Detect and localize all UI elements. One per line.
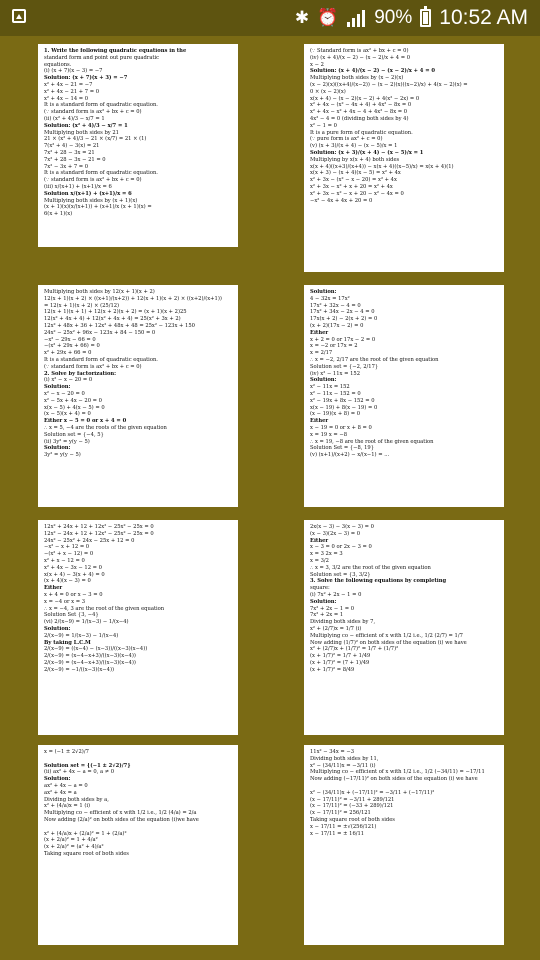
page-text-line: Solution set = {−2, 2/17} xyxy=(310,363,379,370)
page-text-line: Now adding (1/7)² on both sides of the equation (i) we have xyxy=(310,639,467,646)
page-text-line: −(x² + 29x + 66) = 0 xyxy=(44,343,100,350)
page-text-line: 17x² + 34x − 2x − 4 = 0 xyxy=(310,309,375,316)
page-text-line: x = 3 2x = 3 xyxy=(310,551,343,558)
page-thumbnail-5[interactable] xyxy=(38,520,238,735)
page-thumbnail-1[interactable] xyxy=(38,44,238,247)
page-text-line: Either xyxy=(310,537,329,544)
page-text-line: (∵ pure form is ax² + c = 0) xyxy=(310,136,383,143)
page-text-line: x² + 4x − 21 = −7 xyxy=(44,81,93,88)
page-text-line: (x − 2)(x)((x+4)/(x−2)) − (x − 2)(x)((x−2)/x) + 4(x − 2)(x) = xyxy=(310,81,468,88)
page-text-line: 24x² − 25x² + 24x − 25x + 12 = 0 xyxy=(44,537,135,544)
battery-icon xyxy=(420,9,431,27)
page-text-line: square: xyxy=(310,585,330,592)
page-text-line: 12x² + 48x + 36 + 12x² + 48x + 48 = 25x² − 123x + 150 xyxy=(44,322,195,329)
page-text-line: x² − 19x + 8x − 152 = 0 xyxy=(310,397,375,404)
page-text-line: x² − (34/11)x + (−17/11)² = −3/11 + (−17/11)² xyxy=(310,789,435,796)
page-text-line: = 12(x + 1)(x + 2) × (25/12) xyxy=(44,302,120,309)
page-text-line: x = −4 or x = 3 xyxy=(44,598,85,605)
page-text-line: 12(x + 1)(x + 2) × ((x+1)/(x+2)) + 12(x + 1)(x + 2) × ((x+2)/(x+1)) xyxy=(44,295,222,302)
page-text-line: 7x² + 28 − 3x = 21 xyxy=(44,149,95,156)
page-text-line: x − 17/11 = ± 16/11 xyxy=(310,830,365,837)
page-text-line: (v) (x+1)/(x+2) − x/(x−1) = ... xyxy=(310,452,390,459)
signal-icon xyxy=(346,9,366,27)
page-text-line: 12(x² + 4x + 4) + 12(x² + 4x + 4) = 25(x² + 3x + 2) xyxy=(44,316,181,323)
page-text-line: Taking square root of both sides xyxy=(44,850,129,857)
battery-percent: 90% xyxy=(374,7,413,28)
page-text-line: (x + 2)(17x − 2) = 0 xyxy=(310,322,364,329)
alarm-icon: ⏰ xyxy=(317,8,339,28)
page-text-line: Now adding (−17/11)² on both sides of the equation (i) we have xyxy=(310,776,478,783)
page-text-line xyxy=(44,756,232,763)
page-thumbnail-2[interactable] xyxy=(304,44,504,272)
page-text-line: (i) 7x² + 2x − 1 = 0 xyxy=(310,591,362,598)
page-text-line: x − 19 = 0 or x + 8 = 0 xyxy=(310,424,372,431)
page-text-line: x² + 4x − 21 + 7 = 0 xyxy=(44,88,100,95)
page-text-line: Either xyxy=(310,418,329,425)
page-text-line: (x − 3)(2x − 3) = 0 xyxy=(310,530,361,537)
page-text-line: x² + 4x − x² + 4x − 4 + 4x² − 8x = 0 xyxy=(310,109,408,116)
page-text-line: x² + (2/7)x + (1/7)² = 1/7 + (1/7)² xyxy=(310,646,399,653)
page-text-line: Dividing both sides by a, xyxy=(44,796,109,803)
page-text-line: x = −2 or 17x = 2 xyxy=(310,343,358,350)
page-thumbnail-7[interactable] xyxy=(38,745,238,945)
page-text-line: Solution set = {−4, 5} xyxy=(44,431,104,438)
page-text-line: It is a standard form of quadratic equation. xyxy=(44,170,158,177)
page-text-line: x² − x − 20 = 0 xyxy=(44,390,85,397)
page-text-line: x² + 3x − x² − x + 20 − x² − 4x = 0 xyxy=(310,190,404,197)
page-text-line xyxy=(44,824,232,831)
page-text-line: 4 − 32x = 17x² xyxy=(310,295,350,302)
page-text-line: x² + 4x − 14 = 0 xyxy=(44,95,89,102)
page-text-line: 2. Solve by factorization: xyxy=(44,370,117,377)
page-text-line: ∴ x = −2, 2/17 are the root of the given equation xyxy=(310,356,439,363)
page-text-line: Dividing both sides by 11, xyxy=(310,755,379,762)
page-text-line: 12(x + 1)(x + 1) + 12(x + 2)(x + 2) = (x + 1)(x + 2)25 xyxy=(44,309,187,316)
page-text-line: x² + 3x − (x² − x − 20) = x² + 4x xyxy=(310,177,397,184)
page-text-line: ∴ x = 5, −4 are the roots of the given equation xyxy=(44,424,167,431)
page-text-line: Multiplying co − efficient of x with 1/2 i.e., 1/2 (4/a) = 2/a xyxy=(44,810,197,817)
page-text-line: 11x² − 34x = −3 xyxy=(310,749,355,755)
page-text-line: 0 × (x − 2)(x) xyxy=(310,88,346,95)
page-text-line: 2/(x−9) = ((x−4) − (x−3))/((x−3)(x−4)) xyxy=(44,646,148,653)
page-text-line: (x + 1/7)² = 8/49 xyxy=(310,666,355,673)
page-text-line: (x + 1/7)² = 1/7 + 1/49 xyxy=(310,653,371,660)
page-text-line: x(x + 4) − 3(x + 4) = 0 xyxy=(44,571,105,578)
page-text-line: x² + (2/7)x = 1/7 (i) xyxy=(310,625,362,632)
page-text-line: x(x − 5) + 4(x − 5) = 0 xyxy=(44,404,105,411)
page-text-line: (x − 17/11)² = (−33 + 289)/121 xyxy=(310,803,394,810)
page-text-line: ∴ x = −4, 3 are the root of the given equation xyxy=(44,605,165,612)
status-icons xyxy=(295,6,528,30)
page-text-line xyxy=(310,783,498,790)
page-text-line: Multiplying co − efficient of x with 1/2 i.e., 1/2 (−34/11) = −17/11 xyxy=(310,769,485,776)
page-text-line: −(x² + x − 12) = 0 xyxy=(44,551,94,558)
page-text-line: By taking L.C.M xyxy=(44,639,91,646)
page-text-line: (x + 1/7)² = (7 + 1)/49 xyxy=(310,659,370,666)
page-text-line: standard form and point out pure quadratic xyxy=(44,54,160,61)
page-text-line: (iii) x/(x+1) + (x+1)/x = 6 xyxy=(44,183,112,190)
bluetooth-icon: ✱ xyxy=(294,8,310,28)
page-text-line: Dividing both sides by 7, xyxy=(310,619,376,626)
page-text-line: x(x + 4)((x+3)/(x+4)) − x(x + 4)((x−5)/x) = x(x + 4)(1) xyxy=(310,163,454,170)
page-text-line: x − 2 xyxy=(310,61,324,68)
page-text-line: Either x − 5 = 0 or x + 4 = 0 xyxy=(44,418,127,425)
page-text-line: 2/(x−9) = (x−4−x+3)/((x−3)(x−4)) xyxy=(44,653,136,660)
page-text-line: (x + 1)(x)(x/(x+1)) + (x+1)/x (x + 1)(x) = xyxy=(44,204,152,211)
page-text-line: Now adding (2/a)² on both sides of the equation (i)we have xyxy=(44,816,199,823)
page-text-line: x² − (34/11)x = −3/11 (i) xyxy=(310,762,376,769)
page-text-line: Solution: xyxy=(310,598,337,605)
page-text-line: x = 3/2 xyxy=(310,557,329,564)
page-text-line: equations. xyxy=(44,61,72,68)
page-text-line: 17x(x + 2) − 2(x + 2) = 0 xyxy=(310,316,378,323)
page-text-line: ax² + 4x = a xyxy=(44,789,77,796)
page-text-line: Solution: xyxy=(44,776,71,783)
page-text-line: (∵ standard form is ax² + bx + c = 0) xyxy=(44,109,142,116)
page-text-line: x² − 11x = 152 xyxy=(310,384,350,391)
page-text-line: x − 3 = 0 or 2x − 3 = 0 xyxy=(310,544,372,551)
page-text-line: x = (−1 ± 2√2)/7 xyxy=(44,749,89,755)
page-text-line: 7x² + 28 − 3x − 21 = 0 xyxy=(44,156,106,163)
page-text-line: 2/(x−9) = (x−4−x+3)/((x−3)(x−4)) xyxy=(44,659,136,666)
page-text-line: Multiplying co − efficient of x with 1/2 i.e., 1/2 (2/7) = 1/7 xyxy=(310,632,463,639)
page-text-line: x(x + 3) − (x + 4)(x − 5) = x² + 4x xyxy=(310,170,401,177)
page-text-line: (x + 2/a)² = 1 + 4/a² xyxy=(44,837,98,844)
page-text-line: x² − 5x + 4x − 20 = 0 xyxy=(44,397,102,404)
page-text-line: Taking square root of both sides xyxy=(310,816,395,823)
page-text-line: 12x² + 24x + 12 + 12x² − 25x² − 25x = 0 xyxy=(44,524,154,530)
page-text-line: It is a standard form of quadratic equation. xyxy=(44,102,158,109)
page-text-line: (x + 4)(x − 3) = 0 xyxy=(44,578,91,585)
page-text-line: (ii) 3y² = y(y − 5) xyxy=(44,438,90,445)
page-text-line: 2/(x−9) = 1/(x−3) − 1/(x−4) xyxy=(44,632,119,639)
page-text-line: (iv) x² − 11x = 152 xyxy=(310,370,361,377)
page-thumbnail-8[interactable] xyxy=(304,745,504,945)
page-text-line: x = 19 x = −8 xyxy=(310,431,348,438)
page-text-line: 2/(x−9) = −1/((x−3)(x−4)) xyxy=(44,666,114,673)
page-text-line: (iv) (x + 4)/(x − 2) − (x − 2)/x + 4 = 0 xyxy=(310,54,410,61)
page-text-line: x² + 3x − x² + x + 20 = x² + 4x xyxy=(310,183,393,190)
page-text-line: x + 2 = 0 or 17x − 2 = 0 xyxy=(310,336,376,343)
page-text-line: Multiplying by x(x + 4) both sides xyxy=(310,156,400,163)
page-text-line: x² + x − 12 = 0 xyxy=(44,557,85,564)
status-bar xyxy=(0,0,540,36)
page-text-line: x² + (4/a)x + (2/a)² = 1 + (2/a)² xyxy=(44,830,127,837)
page-text-line: (x − 5)(x + 4) = 0 xyxy=(44,411,91,418)
page-text-line: x² − 11x − 152 = 0 xyxy=(310,390,361,397)
page-text-line: Multiplying both sides by 12(x + 1)(x + 2) xyxy=(44,289,155,295)
page-text-line: (x − 17/11)² = 256/121 xyxy=(310,810,371,817)
page-text-line: 3. Solve the following equations by completing xyxy=(310,578,447,585)
page-text-line: It is a standard form of quadratic equation. xyxy=(44,356,158,363)
page-text-line: 24x² − 25x² + 96x − 123x + 84 − 150 = 0 xyxy=(44,329,156,336)
page-text-line: Solution: (x + 7)(x + 3) = −7 xyxy=(44,75,128,82)
page-text-line: x − 17/11 = ±√(256/121) xyxy=(310,823,377,830)
page-text-line: (x − 17/11)² = −3/11 + 289/121 xyxy=(310,796,395,803)
page-text-line: Solution: xyxy=(44,445,71,452)
page-text-line: 1. Write the following quadratic equations in the xyxy=(44,48,187,54)
page-text-line: −x² − x + 12 = 0 xyxy=(44,544,90,551)
page-text-line: (∵ standard form is ax² + bx + c = 0) xyxy=(44,177,142,184)
page-thumbnail-3[interactable] xyxy=(38,285,238,507)
page-text-line: 21 × (x² + 4)/3 − 21 × (x/7) = 21 × (1) xyxy=(44,136,147,143)
page-text-line: Solution Set {3, −4} xyxy=(44,612,99,619)
page-text-line: Multiplying both sides by (x − 2)(x) xyxy=(310,75,404,82)
page-text-line: Solution: (x² + 4)/3 − x/7 = 1 xyxy=(44,122,128,129)
page-text-line: −x² − 29x − 66 = 0 xyxy=(44,336,96,343)
page-text-line: x = 2/17 xyxy=(310,350,333,357)
page-text-line: (x − 19)(x + 8) = 0 xyxy=(310,411,361,418)
page-text-line: 7x² − 3x + 7 = 0 xyxy=(44,163,89,170)
page-text-line: (v) (x + 3)/(x + 4) − (x − 5)/x = 1 xyxy=(310,143,398,150)
page-text-line: x² + 4x − (x² − 4x + 4) + 4x² − 8x = 0 xyxy=(310,102,412,109)
page-text-line: Multiplying both sides by 21 xyxy=(44,129,119,136)
page-thumbnail-6[interactable] xyxy=(304,520,504,735)
page-text-line: (x + 2/a)² = (a² + 4)/a² xyxy=(44,844,104,851)
page-text-line: ∴ x = 19, −8 are the root of the given equation xyxy=(310,438,434,445)
page-text-line: x² + 4x − 3x − 12 = 0 xyxy=(44,564,102,571)
page-text-line: 6(x + 1)(x) xyxy=(44,211,73,218)
page-text-line: 3y² = y(y − 5) xyxy=(44,452,81,459)
page-text-line: Solution set = {(−1 ± 2√2)/7} xyxy=(44,762,131,769)
page-text-line: Multiplying both sides by (x + 1)(x) xyxy=(44,197,138,204)
page-text-line: 7(x² + 4) − 3(x) = 21 xyxy=(44,143,100,150)
page-text-line: Solution: (x + 3)/(x + 4) − (x − 5)/x = 1 xyxy=(310,149,424,156)
page-text-line: Solution: (x + 4)/(x − 2) − (x − 2)/x + 4 = 0 xyxy=(310,68,435,75)
page-text-line: 17x² + 32x − 4 = 0 xyxy=(310,302,361,309)
page-text-line: 7x² + 2x = 1 xyxy=(310,612,344,619)
page-text-line: Solution x/(x+1) + (x+1)/x = 6 xyxy=(44,190,132,197)
page-text-line: (vi) 2/(x−9) = 1/(x−3) − 1/(x−4) xyxy=(44,619,129,626)
page-text-line: 12x² − 24x + 12 + 12x² − 25x² − 25x = 0 xyxy=(44,530,154,537)
page-text-line: (ii) (x² + 4)/3 − x/7 = 1 xyxy=(44,115,105,122)
page-text-line: Solution: xyxy=(310,377,337,384)
page-text-line: x² + 29x + 66 = 0 xyxy=(44,350,92,357)
image-icon xyxy=(12,9,26,23)
page-text-line: (i) (x + 7)(x − 3) = −7 xyxy=(44,68,103,75)
page-text-line: It is a pure form of quadratic equation. xyxy=(310,129,413,136)
page-text-line: (i) x² − x − 20 = 0 xyxy=(44,377,93,384)
page-text-line: x² − 1 = 0 xyxy=(310,122,337,129)
page-text-line: Solution: xyxy=(310,289,337,295)
page-text-line: Either xyxy=(44,585,63,592)
page-text-line: 4x² − 4 = 0 (dividing both sides by 4) xyxy=(310,115,409,122)
page-text-line: 2x(x − 3) − 3(x − 3) = 0 xyxy=(310,524,374,530)
clock: 10:52 AM xyxy=(439,6,528,29)
page-text-line: (∵ standard form is ax² + bx + c = 0) xyxy=(44,363,142,370)
page-text-line: x(x + 4) − (x − 2)(x − 2) + 4(x² − 2x) = 0 xyxy=(310,95,420,102)
page-text-line: −x² − 4x + 4x + 20 = 0 xyxy=(310,197,373,204)
page-text-line: 7x² + 2x − 1 = 0 xyxy=(310,605,355,612)
page-text-line: ∴ x = 3, 3/2 are the root of the given equation xyxy=(310,564,431,571)
page-thumbnail-4[interactable] xyxy=(304,285,504,507)
page-text-line: x + 4 = 0 or x − 3 = 0 xyxy=(44,591,103,598)
page-text-line: x(x − 19) + 8(x − 19) = 0 xyxy=(310,404,378,411)
page-text-line: Solution: xyxy=(44,625,71,632)
page-text-line: (ii) ax² + 4x − a = 0, a ≠ 0 xyxy=(44,769,115,776)
page-text-line: x² + (4/a)x = 1 (i) xyxy=(44,803,91,810)
page-text-line: Solution Set = {−8, 19} xyxy=(310,445,375,452)
page-text-line: Solution: xyxy=(44,384,71,391)
page-text-line: (∵ Standard form is ax² + bx + c = 0) xyxy=(310,48,409,54)
page-text-line: Solution set = {3, 3/2} xyxy=(310,571,371,578)
page-text-line: ax² + 4x − a = 0 xyxy=(44,782,88,789)
page-text-line: Either xyxy=(310,329,329,336)
